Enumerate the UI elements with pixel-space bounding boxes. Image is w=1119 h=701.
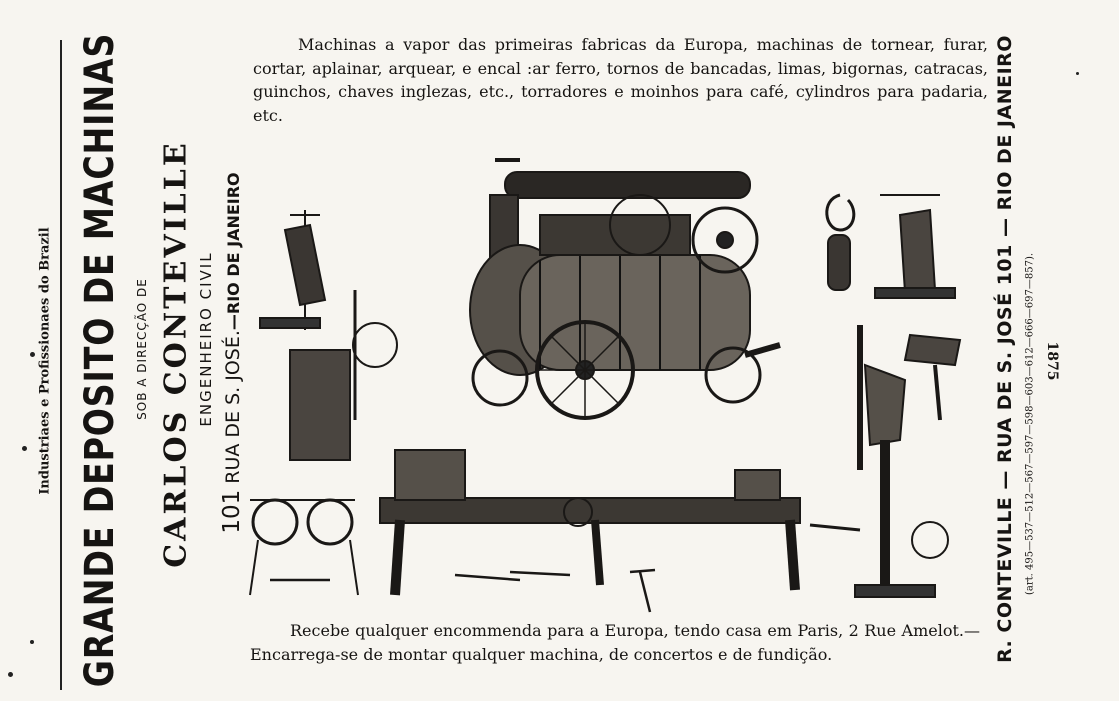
ink-speck bbox=[1076, 72, 1079, 75]
lathe-drawing bbox=[380, 450, 800, 595]
engineer-title: ENGENHEIRO CIVIL bbox=[197, 251, 215, 427]
drill-press-drawing bbox=[260, 210, 325, 330]
headline-grande-deposito: GRANDE DEPOSITO DE MACHINAS bbox=[77, 32, 123, 688]
bottom-paragraph: Recebe qualquer encommenda para a Europa, tendo casa em Paris, 2 Rue Amelot.—Encarrega-se de montar qualquer machina, de concertos e de fundição. bbox=[250, 621, 980, 664]
industriaes-caption: Industriaes e Profissionaes do Brazil bbox=[37, 227, 53, 495]
ink-speck bbox=[30, 352, 35, 357]
shaper-drawing bbox=[290, 290, 397, 460]
footer-address: R. CONTEVILLE — RUA DE S. JOSÉ 101 — RIO DE JANEIRO bbox=[994, 35, 1016, 663]
address-city: —RIO DE JANEIRO bbox=[224, 172, 243, 331]
ink-speck bbox=[22, 446, 27, 451]
proprietor-name: CARLOS CONTEVILLE bbox=[158, 140, 194, 568]
ink-speck bbox=[8, 672, 13, 677]
year-caption: 1875 bbox=[1044, 341, 1060, 381]
steam-engine-drawing bbox=[470, 160, 780, 418]
upright-drill-drawing bbox=[810, 325, 948, 597]
top-paragraph: Machinas a vapor das primeiras fabricas da Europa, machinas de tornear, furar, cortar, aplainar, arquear, e encal :ar ferro, tornos de bancadas, limas, bigornas, catracas, guinchos, chaves inglezas, etc., torradores e moinhos para café, cylindros para padaria, etc. bbox=[253, 35, 988, 125]
hook-pulley-drawing bbox=[827, 195, 854, 290]
address-street: RUA DE S. JOSÉ. bbox=[222, 330, 244, 484]
sob-a-direccao-caption: SOB A DIRECÇÃO DE bbox=[135, 278, 149, 420]
ink-speck bbox=[30, 640, 34, 644]
address-number: 101 bbox=[219, 489, 245, 534]
article-references: (art. 495—537—512—567—597—598—603—612—666—697—857). bbox=[1024, 252, 1036, 596]
